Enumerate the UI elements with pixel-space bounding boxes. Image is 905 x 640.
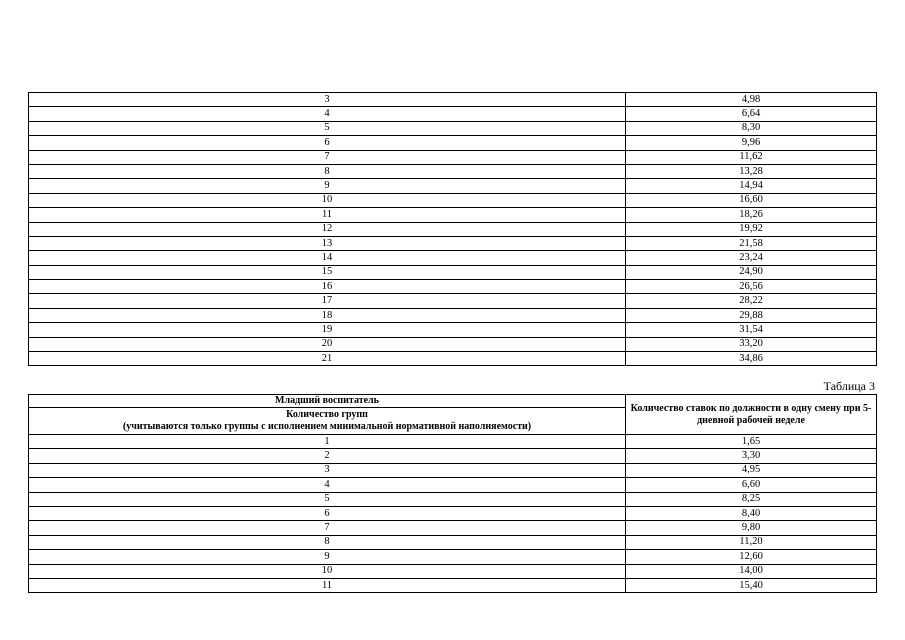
group-count-cell: 10 — [29, 564, 626, 578]
group-count-cell: 6 — [29, 136, 626, 150]
rate-value-cell: 1,65 — [626, 435, 877, 449]
rate-value-cell: 13,28 — [626, 164, 877, 178]
group-count-cell: 21 — [29, 352, 626, 366]
groups-header-line1: Количество групп — [286, 409, 368, 420]
table-row — [29, 352, 877, 366]
rate-value-cell: 18,26 — [626, 208, 877, 222]
rate-value-cell: 8,25 — [626, 492, 877, 506]
rate-value-cell: 3,30 — [626, 449, 877, 463]
group-count-cell: 20 — [29, 337, 626, 351]
table-row — [29, 506, 877, 520]
rate-value-cell: 9,80 — [626, 521, 877, 535]
position-title-header: Младший воспитатель — [29, 395, 626, 408]
table-row — [29, 449, 877, 463]
table-row — [29, 179, 877, 193]
group-count-cell: 16 — [29, 280, 626, 294]
table-row — [29, 265, 877, 279]
rate-value-cell: 4,95 — [626, 463, 877, 477]
table-row — [29, 550, 877, 564]
group-count-cell: 11 — [29, 208, 626, 222]
table-row — [29, 463, 877, 477]
rate-value-cell: 31,54 — [626, 323, 877, 337]
rate-value-cell: 28,22 — [626, 294, 877, 308]
table-3-caption: Таблица 3 — [823, 379, 875, 393]
groups-column-header — [29, 408, 626, 435]
group-count-cell: 8 — [29, 164, 626, 178]
table-row — [29, 236, 877, 250]
group-count-cell: 11 — [29, 578, 626, 592]
group-count-cell: 10 — [29, 193, 626, 207]
table-row — [29, 93, 877, 107]
group-count-cell: 13 — [29, 236, 626, 250]
table-row — [29, 337, 877, 351]
table-3-header — [29, 395, 877, 435]
rate-value-cell: 4,98 — [626, 93, 877, 107]
group-count-cell: 14 — [29, 251, 626, 265]
group-count-cell: 18 — [29, 308, 626, 322]
table-row — [29, 280, 877, 294]
group-count-cell: 1 — [29, 435, 626, 449]
rate-value-cell: 23,24 — [626, 251, 877, 265]
rate-value-cell: 8,40 — [626, 506, 877, 520]
group-count-cell: 3 — [29, 93, 626, 107]
table-row — [29, 121, 877, 135]
rate-value-cell: 19,92 — [626, 222, 877, 236]
rate-value-cell: 9,96 — [626, 136, 877, 150]
table-row — [29, 294, 877, 308]
table-3-body — [29, 435, 877, 593]
group-count-cell: 4 — [29, 478, 626, 492]
group-count-cell: 8 — [29, 535, 626, 549]
rate-value-cell: 11,62 — [626, 150, 877, 164]
rate-value-cell: 15,40 — [626, 578, 877, 592]
table-row — [29, 164, 877, 178]
table-row — [29, 251, 877, 265]
rate-value-cell: 34,86 — [626, 352, 877, 366]
group-count-cell: 9 — [29, 179, 626, 193]
rate-value-cell: 26,56 — [626, 280, 877, 294]
group-count-cell: 5 — [29, 492, 626, 506]
table-row — [29, 323, 877, 337]
rate-value-cell: 8,30 — [626, 121, 877, 135]
table-row — [29, 150, 877, 164]
table-row — [29, 208, 877, 222]
group-count-cell: 5 — [29, 121, 626, 135]
group-count-cell: 19 — [29, 323, 626, 337]
table-row — [29, 535, 877, 549]
rates-column-header: Количество ставок по должности в одну смену при 5-дневной рабочей неделе — [626, 395, 877, 435]
table-row — [29, 578, 877, 592]
rate-value-cell: 33,20 — [626, 337, 877, 351]
table-row — [29, 521, 877, 535]
group-count-cell: 7 — [29, 150, 626, 164]
group-count-cell: 9 — [29, 550, 626, 564]
table-row — [29, 564, 877, 578]
rate-value-cell: 14,00 — [626, 564, 877, 578]
table-row — [29, 222, 877, 236]
rate-value-cell: 16,60 — [626, 193, 877, 207]
rate-value-cell: 24,90 — [626, 265, 877, 279]
rate-value-cell: 12,60 — [626, 550, 877, 564]
group-count-cell: 15 — [29, 265, 626, 279]
table-row — [29, 492, 877, 506]
table-row — [29, 435, 877, 449]
table-row — [29, 308, 877, 322]
group-count-cell: 4 — [29, 107, 626, 121]
table-row — [29, 136, 877, 150]
rate-value-cell: 21,58 — [626, 236, 877, 250]
rate-value-cell: 6,60 — [626, 478, 877, 492]
rate-value-cell: 29,88 — [626, 308, 877, 322]
rate-value-cell: 6,64 — [626, 107, 877, 121]
rates-table-body — [29, 93, 877, 366]
rate-value-cell: 11,20 — [626, 535, 877, 549]
junior-educator-rates-table — [28, 394, 877, 593]
groups-header-line2: (учитываются только группы с исполнением минимальной нормативной наполняемости) — [122, 421, 532, 432]
group-count-cell: 7 — [29, 521, 626, 535]
rates-table-continuation — [28, 92, 877, 366]
group-count-cell: 3 — [29, 463, 626, 477]
table-row — [29, 478, 877, 492]
table-row — [29, 193, 877, 207]
rate-value-cell: 14,94 — [626, 179, 877, 193]
table-row — [29, 107, 877, 121]
group-count-cell: 12 — [29, 222, 626, 236]
group-count-cell: 2 — [29, 449, 626, 463]
group-count-cell: 6 — [29, 506, 626, 520]
group-count-cell: 17 — [29, 294, 626, 308]
